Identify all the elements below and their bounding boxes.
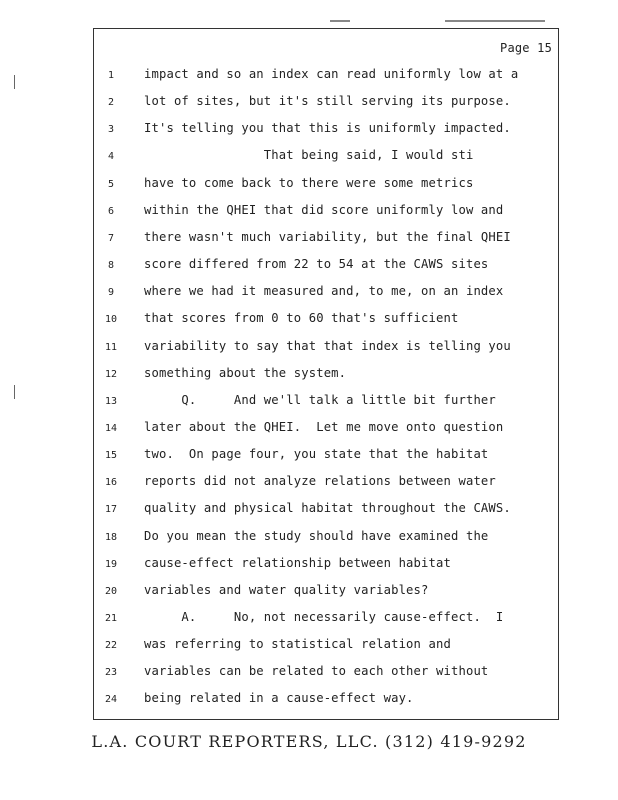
transcript-line (94, 175, 560, 195)
line-number: 15 (104, 450, 118, 462)
transcript-line (94, 446, 560, 466)
line-number: 7 (107, 232, 115, 244)
line-text: within the QHEI that did score uniformly low and (144, 202, 504, 217)
line-text: cause-effect relationship between habitat (144, 555, 451, 570)
margin-hole-mark (14, 385, 15, 399)
line-text: later about the QHEI. Let me move onto question (144, 419, 504, 434)
line-number: 4 (107, 151, 115, 163)
line-text: two. On page four, you state that the habitat (144, 447, 489, 462)
line-number: 3 (107, 124, 115, 136)
line-number: 22 (104, 640, 118, 652)
line-number: 5 (107, 178, 115, 190)
line-text: impact and so an index can read uniformly low at a (144, 67, 519, 81)
line-text: score differed from 22 to 54 at the CAWS sites (144, 257, 489, 272)
transcript-line (94, 93, 560, 113)
line-text: A. No, not necessarily cause-effect. I (144, 610, 504, 624)
scan-artifact-mark (330, 20, 350, 22)
line-text: quality and physical habitat throughout the CAWS. (144, 501, 511, 516)
line-text: variability to say that that index is telling you (144, 338, 511, 353)
transcript-line (94, 690, 560, 710)
line-number: 13 (104, 395, 118, 407)
line-number: 14 (104, 422, 118, 434)
transcript-line (94, 419, 560, 439)
transcript-line (94, 120, 560, 140)
transcript-line (94, 392, 560, 412)
line-text: being related in a cause-effect way. (144, 691, 414, 706)
line-text: It's telling you that this is uniformly impacted. (144, 121, 511, 136)
margin-hole-mark (14, 75, 15, 89)
line-text: That being said, I would sti (144, 148, 474, 163)
scan-artifact-mark (445, 20, 545, 22)
line-number: 9 (107, 287, 115, 299)
page-number-label: Page 15 (500, 41, 552, 55)
transcript-line (94, 202, 560, 222)
line-number: 19 (104, 558, 118, 570)
transcript-line (94, 500, 560, 520)
court-reporter-footer: L.A. COURT REPORTERS, LLC. (312) 419-9292 (91, 732, 527, 751)
transcript-line (94, 555, 560, 575)
line-text: there wasn't much variability, but the final QHEI (144, 229, 511, 244)
line-text: reports did not analyze relations between water (144, 474, 496, 489)
line-number: 2 (107, 97, 115, 109)
transcript-line (94, 310, 560, 330)
line-text: variables can be related to each other without (144, 664, 489, 679)
line-text: where we had it measured and, to me, on an index (144, 284, 504, 299)
transcript-line (94, 338, 560, 358)
transcript-line (94, 582, 560, 602)
line-text: Do you mean the study should have examined the (144, 528, 489, 543)
transcript-page (93, 28, 559, 720)
line-text: was referring to statistical relation and (144, 637, 451, 652)
line-number: 24 (104, 694, 118, 706)
transcript-line (94, 663, 560, 683)
transcript-line (94, 365, 560, 385)
line-number: 17 (104, 504, 118, 516)
line-text: that scores from 0 to 60 that's sufficient (144, 311, 459, 326)
line-text: Q. And we'll talk a little bit further (144, 392, 496, 407)
transcript-line (94, 147, 560, 167)
transcript-line (94, 229, 560, 249)
line-text: lot of sites, but it's still serving its purpose. (144, 94, 511, 109)
line-number: 11 (104, 341, 118, 353)
line-text: variables and water quality variables? (144, 582, 429, 597)
line-number: 21 (104, 613, 118, 624)
line-number: 23 (104, 667, 118, 679)
line-number: 8 (107, 260, 115, 272)
line-number: 20 (104, 585, 118, 597)
transcript-line (94, 66, 560, 86)
line-number: 18 (104, 531, 118, 543)
line-number: 12 (104, 368, 118, 380)
line-number: 10 (104, 314, 118, 326)
transcript-line (94, 256, 560, 276)
transcript-line (94, 609, 560, 629)
line-text: have to come back to there were some metrics (144, 175, 474, 190)
line-number: 1 (107, 70, 115, 81)
line-number: 6 (107, 205, 115, 217)
transcript-line (94, 473, 560, 493)
transcript-line (94, 283, 560, 303)
transcript-line (94, 636, 560, 656)
line-number: 16 (104, 477, 118, 489)
line-text: something about the system. (144, 365, 347, 380)
transcript-line (94, 528, 560, 548)
